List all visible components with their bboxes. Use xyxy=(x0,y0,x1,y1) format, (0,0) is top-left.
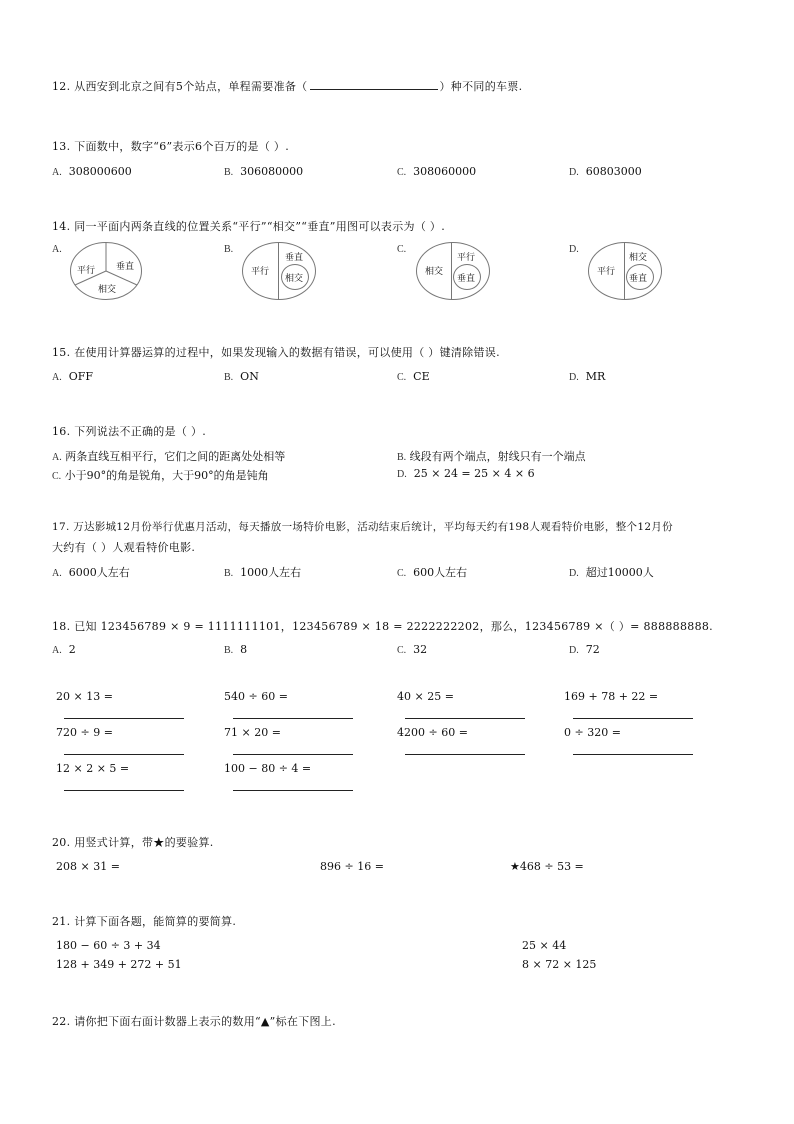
question-22: 22. 请你把下面右面计数器上表示的数用“▲”标在下图上. xyxy=(52,1015,336,1028)
answer-line[interactable] xyxy=(573,754,693,755)
answer-line[interactable] xyxy=(573,718,693,719)
question-16: 16. 下列说法不正确的是（ ）. xyxy=(52,425,207,438)
option-c[interactable]: C. 小于90°的角是锐角，大于90°的角是钝角 xyxy=(52,469,269,482)
option-b[interactable]: B. ON xyxy=(224,370,259,383)
option-d[interactable]: D. 72 xyxy=(569,643,600,656)
option-a[interactable]: A. OFF xyxy=(52,370,94,383)
answer-line[interactable] xyxy=(233,790,353,791)
calc-item: 40 × 25 = xyxy=(397,690,454,703)
option-d[interactable]: D. 60803000 xyxy=(569,165,642,178)
calc-item: 12 × 2 × 5 = xyxy=(56,762,130,775)
option-c-label[interactable]: C. xyxy=(397,244,407,255)
calc-item: 20 × 13 = xyxy=(56,690,113,703)
question-20: 20. 用竖式计算，带★的要验算. xyxy=(52,836,214,849)
question-15: 15. 在使用计算器运算的过程中，如果发现输入的数据有错误，可以使用（ ）键清除错误. xyxy=(52,346,500,359)
option-d[interactable]: D. MR xyxy=(569,370,606,383)
diagram-a-parallel-label: 平行 xyxy=(77,266,96,276)
answer-line[interactable] xyxy=(64,790,184,791)
option-b[interactable]: B. 8 xyxy=(224,643,248,656)
calc-item: 71 × 20 = xyxy=(224,726,281,739)
option-c[interactable]: C. 600人左右 xyxy=(397,566,468,579)
answer-line[interactable] xyxy=(405,718,525,719)
calc-item: 169 + 78 + 22 = xyxy=(564,690,659,703)
diagram-c-intersect-label: 相交 xyxy=(425,267,444,277)
diagram-d-divider xyxy=(624,242,625,300)
diagram-d-parallel-label: 平行 xyxy=(597,267,616,277)
option-d-label[interactable]: D. xyxy=(569,244,579,255)
option-a-label[interactable]: A. xyxy=(52,244,62,255)
question-12 xyxy=(52,78,522,94)
question-13: 13. 下面数中，数字“6”表示6个百万的是（ ）. xyxy=(52,140,290,153)
option-a[interactable]: A. 两条直线互相平行，它们之间的距离处处相等 xyxy=(52,450,286,463)
option-a[interactable]: A. 308000600 xyxy=(52,165,132,178)
option-d[interactable]: D. 超过10000人 xyxy=(569,566,654,579)
option-a[interactable]: A. 2 xyxy=(52,643,76,656)
diagram-a-perpendicular-label: 垂直 xyxy=(116,262,135,272)
vertical-calc-item-with-check: ★468 ÷ 53 = xyxy=(510,860,584,873)
answer-line[interactable] xyxy=(405,754,525,755)
diagram-b-divider xyxy=(278,242,279,300)
question-14: 14. 同一平面内两条直线的位置关系“平行”“相交”“垂直”用图可以表示为（ ）. xyxy=(52,220,446,233)
calc-expression: 8 × 72 × 125 xyxy=(522,958,597,971)
question-18: 18. 已知 123456789 × 9 = 1111111101，123456789 × 18 = 2222222202，那么，123456789 ×（ ）= 888888888. xyxy=(52,620,713,633)
option-b-label[interactable]: B. xyxy=(224,244,234,255)
question-12-text-end: ）种不同的车票. xyxy=(439,80,523,93)
answer-line[interactable] xyxy=(233,754,353,755)
calc-item: 540 ÷ 60 = xyxy=(224,690,288,703)
option-b[interactable]: B. 线段有两个端点，射线只有一个端点 xyxy=(397,450,586,463)
diagram-d-intersect-label: 相交 xyxy=(629,253,648,263)
question-17-line-2: 大约有（ ）人观看特价电影. xyxy=(52,541,196,554)
vertical-calc-item: 208 × 31 = xyxy=(56,860,120,873)
question-17-line-1: 17. 万达影城12月份举行优惠月活动，每天播放一场特价电影，活动结束后统计，平均每天约有198人观看特价电影，整个12月份 xyxy=(52,521,673,533)
answer-blank[interactable] xyxy=(310,80,438,90)
option-b[interactable]: B. 1000人左右 xyxy=(224,566,302,579)
option-c[interactable]: C. 308060000 xyxy=(397,165,477,178)
calc-item: 0 ÷ 320 = xyxy=(564,726,621,739)
option-c[interactable]: C. CE xyxy=(397,370,430,383)
diagram-a-intersect-label: 相交 xyxy=(98,285,117,295)
option-d[interactable]: D. 25 × 24 = 25 × 4 × 6 xyxy=(397,467,535,480)
diagram-d-perpendicular-label: 垂直 xyxy=(629,274,648,284)
diagram-c-divider xyxy=(451,242,452,300)
diagram-b-perpendicular-label: 垂直 xyxy=(285,253,304,263)
diagram-b-parallel-label: 平行 xyxy=(251,267,270,277)
option-a[interactable]: A. 6000人左右 xyxy=(52,566,130,579)
calc-item: 100 − 80 ÷ 4 = xyxy=(224,762,312,775)
answer-line[interactable] xyxy=(233,718,353,719)
calc-expression: 128 + 349 + 272 + 51 xyxy=(56,958,182,971)
calc-item: 720 ÷ 9 = xyxy=(56,726,113,739)
answer-line[interactable] xyxy=(64,718,184,719)
vertical-calc-item: 896 ÷ 16 = xyxy=(320,860,384,873)
option-b[interactable]: B. 306080000 xyxy=(224,165,304,178)
diagram-b-intersect-label: 相交 xyxy=(285,274,304,284)
calc-expression: 25 × 44 xyxy=(522,939,567,952)
calc-item: 4200 ÷ 60 = xyxy=(397,726,468,739)
diagram-c-perpendicular-label: 垂直 xyxy=(457,274,476,284)
question-21: 21. 计算下面各题，能简算的要简算. xyxy=(52,915,237,928)
option-c[interactable]: C. 32 xyxy=(397,643,428,656)
diagram-c-parallel-label: 平行 xyxy=(457,253,476,263)
answer-line[interactable] xyxy=(64,754,184,755)
question-12-text-start: 12. 从西安到北京之间有5个站点，单程需要准备（ xyxy=(52,80,308,93)
calc-expression: 180 − 60 ÷ 3 + 34 xyxy=(56,939,161,952)
